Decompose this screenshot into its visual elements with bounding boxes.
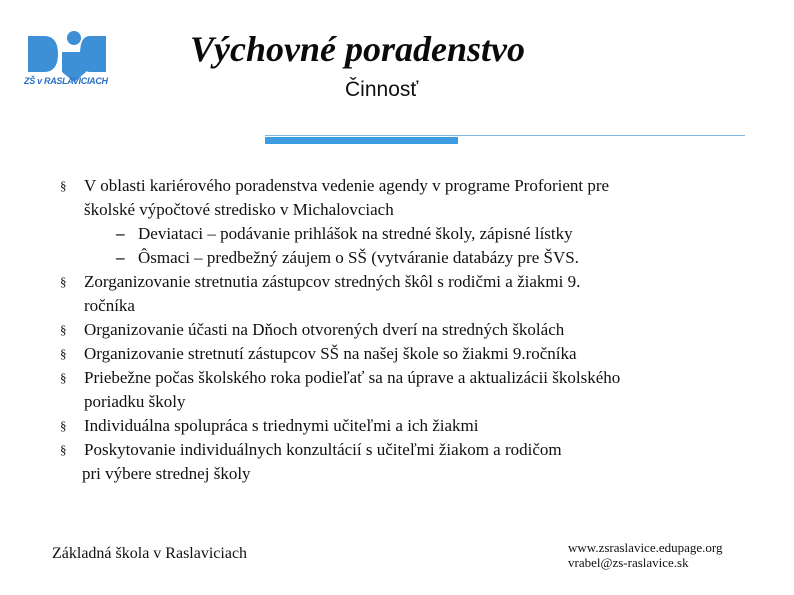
bullet-icon: § <box>60 178 67 193</box>
list-item <box>58 174 758 222</box>
list-item-text: Poskytovanie individuálnych konzultácií s učiteľmi žiakom a rodičom <box>84 440 562 459</box>
page-subtitle: Činnosť <box>345 78 419 101</box>
list-item-text-cont: školské výpočtové stredisko v Michalovciach <box>84 200 394 219</box>
dash-icon: – <box>116 224 125 243</box>
list-item-text-cont: ročníka <box>84 296 135 315</box>
sub-list-item <box>58 222 758 246</box>
sub-item-text: Deviataci – podávanie prihlášok na stredné školy, zápisné lístky <box>138 224 573 243</box>
list-item-text: V oblasti kariérového poradenstva vedenie agendy v programe Proforient pre <box>84 176 610 195</box>
bullet-icon: § <box>60 274 67 289</box>
bullet-icon: § <box>60 442 67 457</box>
list-item <box>58 270 758 318</box>
footer-school-name: Základná škola v Raslaviciach <box>52 545 248 562</box>
list-item-text: Organizovanie účasti na Dňoch otvorených dverí na stredných školách <box>84 320 565 339</box>
list-item-text-cont: pri výbere strednej školy <box>82 464 251 483</box>
header-divider-accent <box>265 137 458 144</box>
bullet-icon: § <box>60 346 67 361</box>
list-item-text-cont: poriadku školy <box>84 392 186 411</box>
list-item <box>58 438 758 462</box>
list-item-text: Zorganizovanie stretnutia zástupcov stredných škôl s rodičmi a žiakmi 9. <box>84 272 581 291</box>
sub-item-text: Ôsmaci – predbežný záujem o SŠ (vytváranie databázy pre ŠVS. <box>138 248 579 267</box>
footer-email-link[interactable]: vrabel@zs-raslavice.sk <box>568 555 689 570</box>
list-item-text: Priebežne počas školského roka podieľať sa na úprave a aktualizácii školského <box>84 368 621 387</box>
bullet-icon: § <box>60 370 67 385</box>
footer-website-link[interactable]: www.zsraslavice.edupage.org <box>568 540 723 555</box>
bullet-list <box>58 174 758 486</box>
list-item <box>58 342 758 366</box>
list-item-text: Organizovanie stretnutí zástupcov SŠ na našej škole so žiakmi 9.ročníka <box>84 344 577 363</box>
list-item-text: Individuálna spolupráca s triednymi učiteľmi a ich žiakmi <box>84 416 479 435</box>
footer-contact <box>568 540 723 570</box>
header-divider-thin <box>265 135 745 136</box>
logo-text: ZŠ v RASLAVICIACH <box>24 76 108 86</box>
page-title: Výchovné poradenstvo <box>190 29 525 69</box>
sub-list-item <box>58 246 758 270</box>
dash-icon: – <box>116 248 125 267</box>
bullet-icon: § <box>60 418 67 433</box>
bullet-icon: § <box>60 322 67 337</box>
list-item <box>58 414 758 438</box>
list-item <box>58 318 758 342</box>
list-item <box>58 366 758 414</box>
